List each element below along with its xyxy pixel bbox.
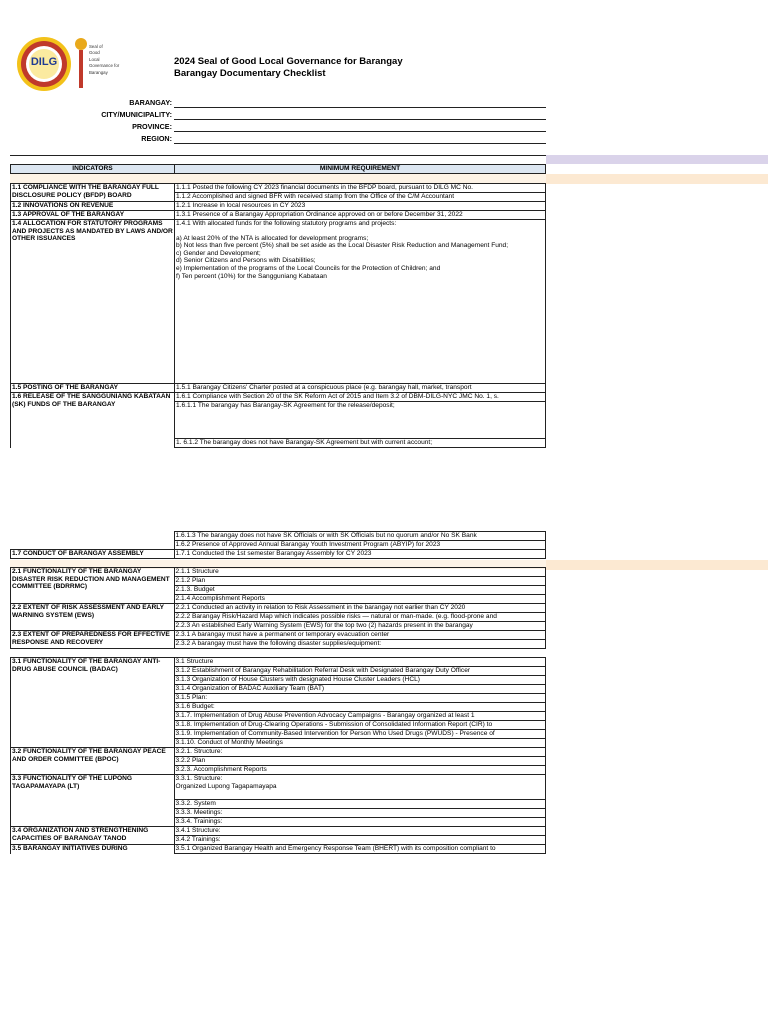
indicator-cell: 1.1 COMPLIANCE WITH THE BARANGAY FULL DISCLOSURE POLICY (BFDP) BOARD <box>11 184 175 202</box>
indicator-cell: 2.2 EXTENT OF RISK ASSESSMENT AND EARLY WARNING SYSTEM (EWS) <box>11 604 175 631</box>
requirement-cell: 3.1.4 Organization of BADAC Auxiliary Team (BAT) <box>174 685 546 694</box>
table-row <box>11 384 546 393</box>
requirement-header: MINIMUM REQUIREMENT <box>175 165 546 174</box>
table-row <box>11 658 546 667</box>
table-row <box>11 532 546 541</box>
table-row <box>11 827 546 836</box>
requirement-cell: 1.6.1 Compliance with Section 20 of the SK Reform Act of 2015 and Item 3.2 of DBM-DILG-NYC JMC No. 1, s. <box>175 393 546 402</box>
requirement-cell: 3.1.9. Implementation of Community-Based Intervention for Person Who Used Drugs (PWUDS) - Presence of <box>174 730 546 739</box>
city-label: CITY/MUNICIPALITY: <box>101 110 172 119</box>
table-row <box>11 393 546 402</box>
indicators-header: INDICATORS <box>11 165 175 174</box>
indicator-cell: 3.4 ORGANIZATION AND STRENGTHENING CAPACITIES OF BARANGAY TANOD <box>11 827 175 845</box>
table-row <box>11 184 546 193</box>
requirement-cell: 3.5.1 Organized Barangay Health and Emergency Response Team (BHERT) with its composition compliant to <box>174 845 546 854</box>
indicator-cell: 3.5 BARANGAY INITIATIVES DURING <box>11 845 175 854</box>
req-line: Organized Lupong Tagapamayapa <box>175 782 277 790</box>
requirement-cell: 1.1.1 Posted the following CY 2023 financial documents in the BFDP board, pursuant to DILG MC No. <box>175 184 546 193</box>
requirement-cell: 3.2.3. Accomplishment Reports <box>174 766 546 775</box>
table-row <box>11 220 546 384</box>
seal-of-good-governance-logo <box>74 36 134 92</box>
requirement-cell: 3.1.7. Implementation of Drug Abuse Prevention Advocacy Campaigns - Barangay organized at least 1 <box>174 712 546 721</box>
sunburst-icon <box>74 36 88 92</box>
req-line: f) Ten percent (10%) for the Sangguniang Kabataan <box>176 272 327 280</box>
requirement-cell: 1.6.1.1 The barangay has Barangay-SK Agreement for the release/deposit; <box>175 402 546 439</box>
dilg-logo <box>16 36 72 92</box>
divider <box>10 155 546 156</box>
table-row <box>11 550 546 559</box>
requirement-cell: 1.3.1 Presence of a Barangay Appropriation Ordinance approved on or before December 31, 2022 <box>175 211 546 220</box>
requirement-cell: 3.1.8. Implementation of Drug-Clearing Operations - Submission of Consolidated Information Report (CIR) to <box>174 721 546 730</box>
requirement-cell: 1. 6.1.2 The barangay does not have Barangay-SK Agreement but with current account; <box>175 439 546 448</box>
requirement-cell: 3.3.2. System <box>174 800 546 809</box>
requirement-cell: 3.4.2 Trainings: <box>174 836 546 845</box>
peach-strip-left <box>10 174 546 183</box>
table-row <box>11 211 546 220</box>
requirement-cell: 3.1.3 Organization of House Clusters with designated House Cluster Leaders (HCL) <box>174 676 546 685</box>
seal-line-3: Local <box>89 56 100 62</box>
req-line: a) At least 20% of the NTA is allocated for development programs; <box>176 234 369 242</box>
req-line: 3.3.1. Structure: <box>175 775 223 782</box>
requirement-cell: 2.2.2 Barangay Risk/Hazard Map which indicates possible risks — natural or man-made. (e.g. flood-prone and <box>174 613 546 622</box>
page-title: 2024 Seal of Good Local Governance for Barangay <box>174 56 403 67</box>
region-field[interactable] <box>174 143 546 144</box>
barangay-field[interactable] <box>174 107 546 108</box>
requirement-cell: 1.7.1 Conducted the 1st semester Barangay Assembly for CY 2023 <box>174 550 546 559</box>
indicator-cell: 1.3 APPROVAL OF THE BARANGAY <box>11 211 175 220</box>
peach-band-2 <box>546 560 768 570</box>
region-label: REGION: <box>141 134 172 143</box>
indicator-cell: 1.2 INNOVATIONS ON REVENUE <box>11 202 175 211</box>
req-line: d) Senior Citizens and Persons with Disabilities; <box>176 257 316 265</box>
requirement-cell: 3.1.2 Establishment of Barangay Rehabilitation Referral Desk with Designated Barangay Duty Officer <box>174 667 546 676</box>
requirement-cell: 2.1.1 Structure <box>174 568 546 577</box>
indicator-cell: 1.7 CONDUCT OF BARANGAY ASSEMBLY <box>11 550 175 559</box>
req-line: b) Not less than five percent (5%) shall be set aside as the Local Disaster Risk Reduction and Management Fund; <box>176 242 509 250</box>
indicator-cell: 2.3 EXTENT OF PREPAREDNESS FOR EFFECTIVE RESPONSE AND RECOVERY <box>11 631 175 649</box>
barangay-label: BARANGAY: <box>129 98 172 107</box>
page-subtitle: Barangay Documentary Checklist <box>174 68 326 79</box>
requirement-cell: 1.5.1 Barangay Citizens' Charter posted at a conspicuous place (e.g. barangay hall, market, transport <box>175 384 546 393</box>
indicator-cell: 1.6 RELEASE OF THE SANGGUNIANG KABATAAN (SK) FUNDS OF THE BARANGAY <box>11 393 175 448</box>
indicator-cell: 1.5 POSTING OF THE BARANGAY <box>11 384 175 393</box>
dilg-logo-text: DILG <box>30 56 58 68</box>
peach-band <box>546 174 768 184</box>
requirement-cell: 2.1.4 Accomplishment Reports <box>174 595 546 604</box>
requirement-cell: 3.1 Structure <box>174 658 546 667</box>
requirement-cell: 1.6.2 Presence of Approved Annual Barangay Youth Investment Program (ABYIP) for 2023 <box>174 541 546 550</box>
requirement-cell: 3.1.10. Conduct of Monthly Meetings <box>174 739 546 748</box>
table-row <box>11 649 546 658</box>
requirement-cell: 3.1.5 Plan: <box>174 694 546 703</box>
req-line: e) Implementation of the programs of the Local Councils for the Protection of Children; and <box>176 264 441 272</box>
requirement-cell: 3.3.3. Meetings: <box>174 809 546 818</box>
requirement-cell: 2.1.2 Plan <box>174 577 546 586</box>
province-label: PROVINCE: <box>132 122 172 131</box>
table-row <box>11 202 546 211</box>
table-row <box>11 631 546 640</box>
requirement-cell: 3.3.4. Trainings: <box>174 818 546 827</box>
requirement-cell: 1.2.1 Increase in local resources in CY 2023 <box>175 202 546 211</box>
seal-line-4: Governance for <box>89 63 120 69</box>
city-field[interactable] <box>174 119 546 120</box>
indicator-cell: 3.2 FUNCTIONALITY OF THE BARANGAY PEACE AND ORDER COMMITTEE (BPOC) <box>11 748 175 775</box>
requirement-cell: 2.1.3. Budget <box>174 586 546 595</box>
requirement-cell: 2.2.1 Conducted an activity in relation to Risk Assessment in the barangay not earlier than CY 2020 <box>174 604 546 613</box>
table-row <box>11 845 546 854</box>
seal-line-5: Barangay <box>89 69 108 75</box>
requirement-cell: 3.4.1 Structure: <box>174 827 546 836</box>
lavender-band <box>546 155 768 164</box>
indicator-cell: 1.4 ALLOCATION FOR STATUTORY PROGRAMS AND PROJECTS AS MANDATED BY LAWS AND/OR OTHER ISSUANCES <box>11 220 175 384</box>
province-field[interactable] <box>174 131 546 132</box>
requirement-cell: 2.2.3 An established Early Warning System (EWS) for the top two (2) hazards present in the barangay <box>174 622 546 631</box>
indicator-cell: 2.1 FUNCTIONALITY OF THE BARANGAY DISASTER RISK REDUCTION AND MANAGEMENT COMMITTEE (BDRRMC) <box>11 568 175 604</box>
requirement-cell: 2.3.1 A barangay must have a permanent or temporary evacuation center <box>174 631 546 640</box>
column-header <box>10 164 546 174</box>
indicator-cell: 3.1 FUNCTIONALITY OF THE BARANGAY ANTI-DRUG ABUSE COUNCIL (BADAC) <box>11 658 175 748</box>
table-row <box>11 775 546 800</box>
requirement-cell: 1.1.2 Accomplished and signed BFR with received stamp from the Office of the C/M Accountant <box>175 193 546 202</box>
requirement-cell: 3.2.1. Structure: <box>174 748 546 757</box>
table-row <box>11 568 546 577</box>
requirement-cell: 1.6.1.3 The barangay does not have SK Officials or with SK Officials but no quorum and/or No SK Bank <box>174 532 546 541</box>
req-line: 1.4.1 With allocated funds for the following statutory programs and projects: <box>176 220 397 227</box>
requirement-cell: 2.3.2 A barangay must have the following disaster supplies/equipment: <box>174 640 546 649</box>
seal-line-1: Seal of <box>89 44 103 49</box>
requirement-cell: 3.1.6 Budget: <box>174 703 546 712</box>
requirement-cell <box>175 220 546 384</box>
req-line: c) Gender and Development; <box>176 249 261 257</box>
checklist-table-2 <box>10 531 546 854</box>
checklist-table-1 <box>10 183 546 448</box>
table-row <box>11 748 546 757</box>
seal-line-2: Good <box>89 50 100 56</box>
table-row <box>11 559 546 568</box>
requirement-cell <box>174 775 546 800</box>
requirement-cell: 3.2.2 Plan <box>174 757 546 766</box>
indicator-cell: 3.3 FUNCTIONALITY OF THE LUPONG TAGAPAMAYAPA (LT) <box>11 775 175 827</box>
table-row <box>11 604 546 613</box>
